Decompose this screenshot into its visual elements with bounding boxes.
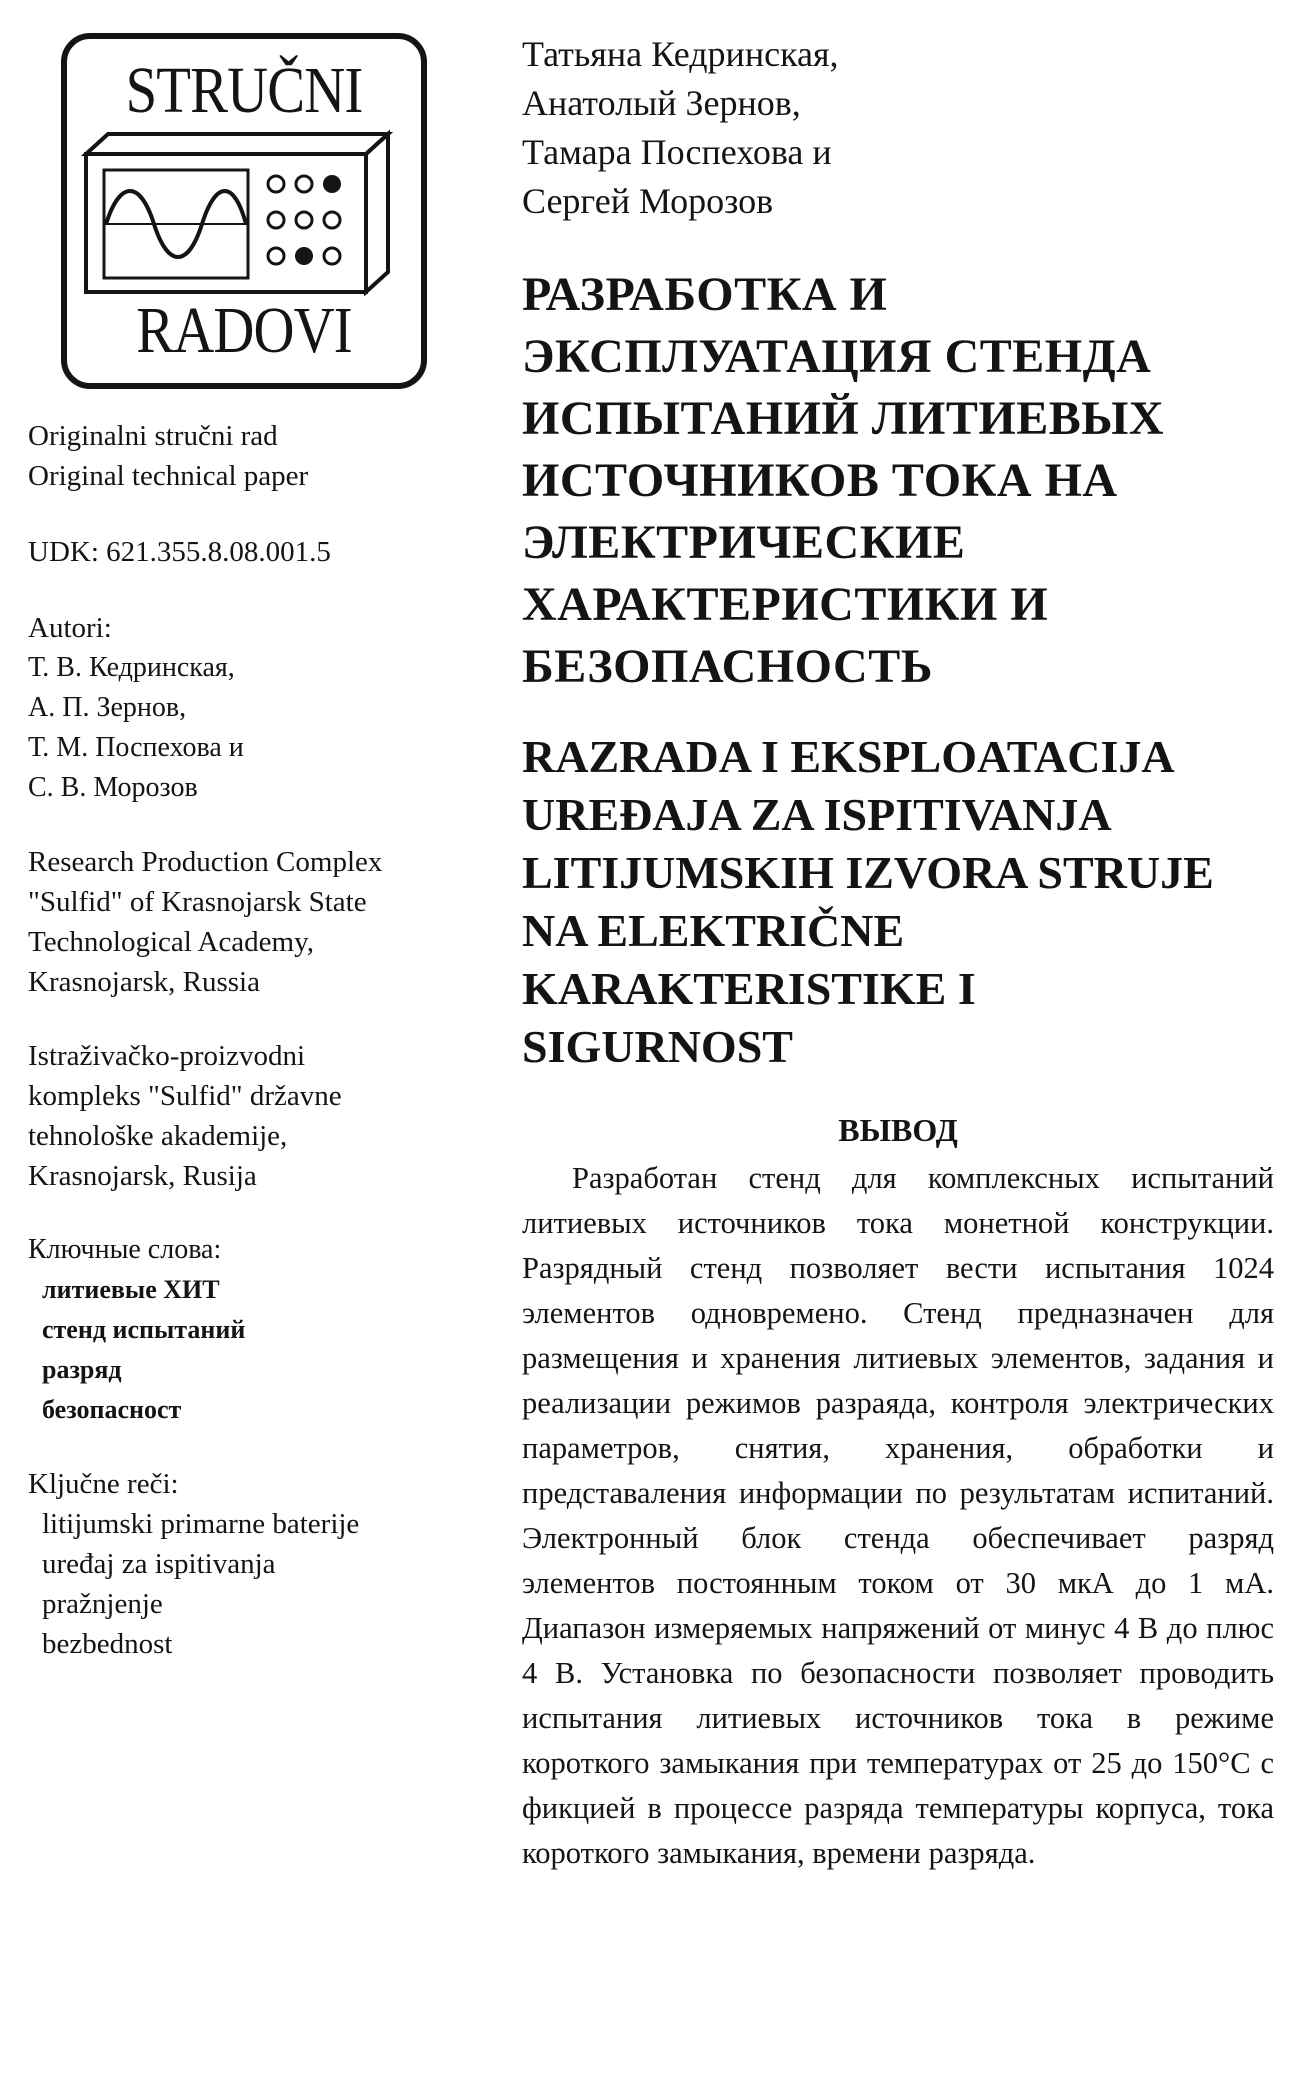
title-line: RAZRADA I EKSPLOATACIJA xyxy=(522,731,1175,782)
keyword-item: безопасност xyxy=(42,1395,182,1424)
author-name: Татьяна Кедринская, xyxy=(522,34,839,74)
author-name: Тамара Поспехова и xyxy=(522,132,832,172)
journal-logo xyxy=(58,30,430,392)
paper-metadata xyxy=(28,416,468,1664)
affiliation-line: kompleks "Sulfid" državne xyxy=(28,1080,342,1112)
paper-type-en: Original technical paper xyxy=(28,460,309,492)
author-line: А. П. Зернов, xyxy=(28,692,187,723)
title-line: ИСТОЧНИКОВ ТОКА НА xyxy=(522,454,1118,507)
paper-type-sr: Originalni stručni rad xyxy=(28,420,278,452)
title-serbian xyxy=(522,728,1274,1076)
affiliation-line: Krasnojarsk, Russia xyxy=(28,966,260,998)
keyword-item: стенд испытаний xyxy=(42,1315,246,1344)
main-column xyxy=(522,30,1274,1907)
affiliation-line: Istraživačko-proizvodni xyxy=(28,1040,306,1072)
abstract-heading: ВЫВОД xyxy=(838,1112,958,1148)
title-line: KARAKTERISTIKE I xyxy=(522,963,976,1014)
affiliation-line: Research Production Complex xyxy=(28,846,383,878)
affiliation-line: Technological Academy, xyxy=(28,926,314,958)
udk-code: UDK: 621.355.8.08.001.5 xyxy=(28,536,331,568)
title-line: SIGURNOST xyxy=(522,1021,793,1072)
affiliation-en xyxy=(28,842,468,1002)
affiliation-sr xyxy=(28,1036,468,1196)
keywords-ru-label: Ключные слова: xyxy=(28,1234,222,1265)
abstract-text: Разработан стенд для комплексных испытаний литиевых источников тока монетной конструкции. Разрядный стенд позволяет вести испытания 1024 элементов одновремено. Стенд предназначен для размещения и хранения литиевых элементов, задания и реализации режимов разраяда, контроля электрических параметров, снятия, хранения, обработки и представаления информации по результатам испитаний. Электронный блок стенда обеспечивает разряд элементов постоянным током от 30 мкА до 1 мА. Диапазон измеряемых напряжений от минус 4 В до плюс 4 В. Установка по безопасности позволяет проводить испытания литиевых источников тока в режиме короткого замыкания при температурах от 25 до 150°C с фикцией в процессе разряда температуры корпуса, тока короткого замыкания, времени разряда. xyxy=(522,1161,1274,1870)
author-name: Сергей Морозов xyxy=(522,181,774,221)
author-list xyxy=(522,30,1274,226)
author-line: Т. В. Кедринская, xyxy=(28,652,235,683)
title-line: NA ELEKTRIČNE xyxy=(522,905,905,956)
logo-top-text: STRUČNI xyxy=(125,54,363,127)
sidebar-column xyxy=(28,30,468,1664)
title-line: ЭКСПЛУАТАЦИЯ СТЕНДА xyxy=(522,330,1152,383)
affiliation-line: Krasnojarsk, Rusija xyxy=(28,1160,257,1192)
title-line: UREĐAJA ZA ISPITIVANJA xyxy=(522,789,1112,840)
title-line: БЕЗОПАСНОСТЬ xyxy=(522,640,933,693)
keywords-sr-label: Ključne reči: xyxy=(28,1468,179,1500)
title-line: LITIJUMSKIH IZVORA STRUJE xyxy=(522,847,1214,898)
keyword-item: bezbednost xyxy=(42,1628,173,1660)
keyword-item: pražnjenje xyxy=(42,1588,163,1620)
authors-label: Autori: xyxy=(28,612,112,644)
title-russian xyxy=(522,264,1274,698)
author-line: С. В. Морозов xyxy=(28,772,198,803)
keyword-item: litijumski primarne baterije xyxy=(42,1508,360,1540)
logo-bottom-text: RADOVI xyxy=(136,294,352,367)
affiliation-line: tehnološke akademije, xyxy=(28,1120,288,1152)
title-line: РАЗРАБОТКА И xyxy=(522,268,888,321)
title-line: ЭЛЕКТРИЧЕСКИЕ xyxy=(522,516,966,569)
keyword-item: разряд xyxy=(42,1355,122,1384)
keywords-sr xyxy=(28,1464,468,1664)
title-line: ИСПЫТАНИЙ ЛИТИЕВЫХ xyxy=(522,392,1165,445)
author-line: Т. М. Поспехова и xyxy=(28,732,244,763)
keyword-item: литиевые ХИТ xyxy=(42,1275,220,1304)
author-name: Анатолый Зернов, xyxy=(522,83,801,123)
keywords-ru xyxy=(28,1230,468,1430)
title-line: ХАРАКТЕРИСТИКИ И xyxy=(522,578,1049,631)
keyword-item: uređaj za ispitivanja xyxy=(42,1548,276,1580)
affiliation-line: "Sulfid" of Krasnojarsk State xyxy=(28,886,367,918)
